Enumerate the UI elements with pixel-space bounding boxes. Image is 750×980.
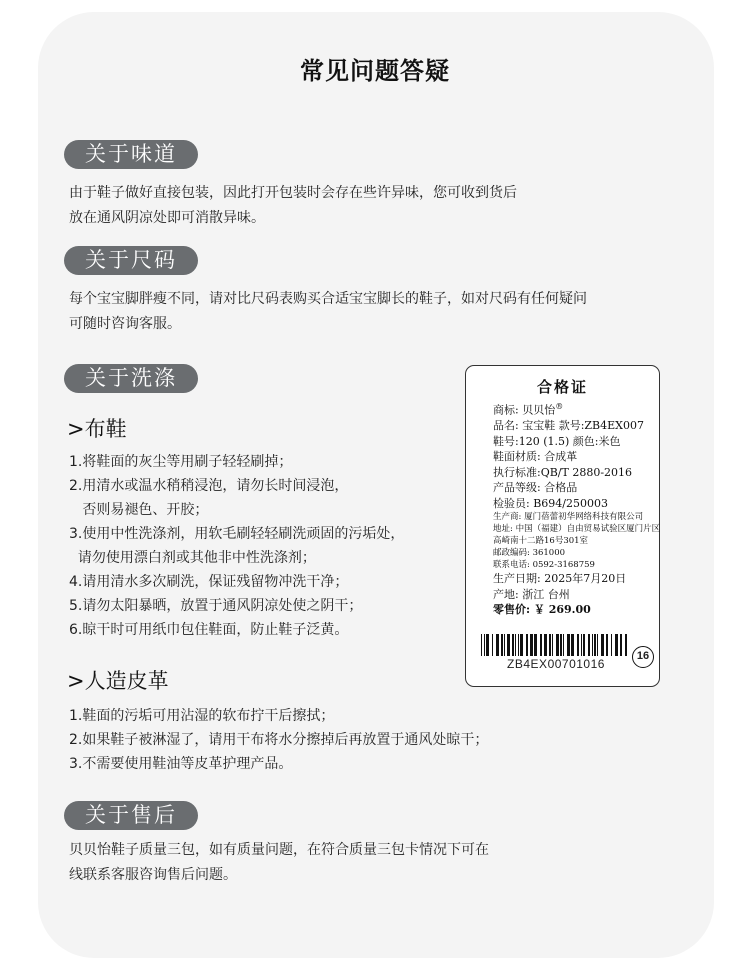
list-item: 6.晾干时可用纸巾包住鞋面，防止鞋子泛黄。 xyxy=(69,622,349,638)
barcode-bar xyxy=(530,634,533,656)
barcode-bar xyxy=(534,634,537,656)
barcode-bar xyxy=(601,634,604,656)
list-item: 3.不需要使用鞋油等皮革护理产品。 xyxy=(69,756,293,772)
barcode-bar xyxy=(567,634,570,656)
barcode-bar xyxy=(515,634,516,656)
cert-phone: 联系电话: 0592-3168759 xyxy=(493,560,595,571)
barcode-bar xyxy=(507,634,510,656)
barcode-bar xyxy=(486,634,489,656)
list-item: 3.使用中性洗涤剂，用软毛刷轻轻刷洗顽固的污垢处， xyxy=(69,526,405,542)
cert-size-color: 鞋号:120 (1.5) 颜色:米色 xyxy=(493,434,621,448)
certificate-details xyxy=(493,399,661,618)
smell-text: 由于鞋子做好直接包装，因此打开包装时会存在些许异味，您可收到货后 放在通风阴凉处即可消散异味。 xyxy=(69,185,517,226)
size-text: 每个宝宝脚胖瘦不同，请对比尺码表购买合适宝宝脚长的鞋子，如对尺码有任何疑问 可随时咨询客服。 xyxy=(69,291,587,332)
cert-brand: 商标: 贝贝怡® xyxy=(493,402,564,417)
cert-date: 生产日期: 2025年7月20日 xyxy=(493,572,627,586)
barcode-bar xyxy=(583,634,585,656)
barcode-bar xyxy=(481,634,482,656)
cert-product: 品名: 宝宝鞋 款号:ZB4EX007 xyxy=(493,419,644,433)
barcode-bar xyxy=(520,634,523,656)
tag-size: 关于尺码 xyxy=(64,246,198,275)
list-item: 2.用清水或温水稍稍浸泡，请勿长时间浸泡， xyxy=(69,478,349,494)
after-sale-text: 贝贝怡鞋子质量三包，如有质量问题，在符合质量三包卡情况下可在 线联系客服咨询售后问题。 xyxy=(69,842,489,883)
leather-care-list xyxy=(69,704,488,776)
cloth-care-list xyxy=(69,450,404,642)
barcode-bar xyxy=(492,634,493,656)
list-item: 5.请勿太阳暴晒，放置于通风阴凉处使之阴干； xyxy=(69,598,363,614)
cert-material: 鞋面材质: 合成革 xyxy=(493,450,578,464)
barcode-bar xyxy=(611,634,612,656)
cert-grade: 产品等级: 合格品 xyxy=(493,481,578,495)
barcode-bar xyxy=(620,634,622,656)
barcode-bar xyxy=(592,634,593,656)
certificate-title: 合格证 xyxy=(536,378,588,396)
cert-inspector: 检验员: B694/250003 xyxy=(493,496,608,510)
barcode-bar xyxy=(526,634,528,656)
barcode-bar xyxy=(606,634,608,656)
barcode-bar xyxy=(549,634,551,656)
barcode-bar xyxy=(597,634,598,656)
barcode-bar xyxy=(552,634,553,656)
barcode-bar xyxy=(560,634,562,656)
cert-address: 地址: 中国（福建）自由贸易试验区厦门片区 xyxy=(493,524,661,535)
barcode-bar xyxy=(556,634,559,656)
barcode-bar xyxy=(625,634,627,656)
cert-address-line2: 高崎南十二路16号301室 xyxy=(493,536,589,547)
list-item: 1.鞋面的污垢可用沾湿的软布拧干后擦拭； xyxy=(69,708,335,724)
barcode-bar xyxy=(518,634,519,656)
barcode-bar xyxy=(540,634,542,656)
certificate-label xyxy=(465,365,660,687)
tag-wash: 关于洗涤 xyxy=(64,364,198,393)
leather-heading: >人造皮革 xyxy=(67,669,169,693)
barcode-bar xyxy=(563,634,564,656)
cert-standard: 执行标准:QB/T 2880-2016 xyxy=(493,465,633,479)
tag-after-sale: 关于售后 xyxy=(64,801,198,830)
barcode-bar xyxy=(588,634,590,656)
cert-price: 零售价: ￥ 269.00 xyxy=(493,603,591,617)
size-badge: 16 xyxy=(632,646,654,668)
barcode-bar xyxy=(496,634,499,656)
cert-origin: 产地: 浙江 台州 xyxy=(493,587,570,601)
barcode-bar xyxy=(504,634,505,656)
list-item: 请勿使用漂白剂或其他非中性洗涤剂； xyxy=(69,550,316,566)
barcode-number: ZB4EX00701016 xyxy=(507,657,605,671)
list-item: 否则易褪色、开胶； xyxy=(69,502,209,518)
list-item: 2.如果鞋子被淋湿了，请用干布将水分擦掉后再放置于通风处晾干； xyxy=(69,732,489,748)
barcode-bar xyxy=(594,634,596,656)
list-item: 4.请用清水多次刷洗，保证残留物冲洗干净； xyxy=(69,574,349,590)
list-item: 1.将鞋面的灰尘等用刷子轻轻刷掉； xyxy=(69,454,293,470)
tag-smell: 关于味道 xyxy=(64,140,198,169)
barcode-bar xyxy=(501,634,503,656)
barcode-bar xyxy=(544,634,547,656)
barcode-bar xyxy=(581,634,582,656)
barcode-bar xyxy=(615,634,618,656)
registered-mark: ® xyxy=(555,402,564,411)
cert-maker: 生产商: 厦门蓓蕾初华网络科技有限公司 xyxy=(493,512,644,523)
barcode xyxy=(481,634,631,656)
cloth-shoes-heading: >布鞋 xyxy=(67,417,127,441)
barcode-bar xyxy=(512,634,514,656)
barcode-bar xyxy=(571,634,574,656)
page-title: 常见问题答疑 xyxy=(300,57,450,85)
barcode-bar xyxy=(484,634,485,656)
cert-postcode: 邮政编码: 361000 xyxy=(493,548,566,559)
barcode-bar xyxy=(577,634,579,656)
